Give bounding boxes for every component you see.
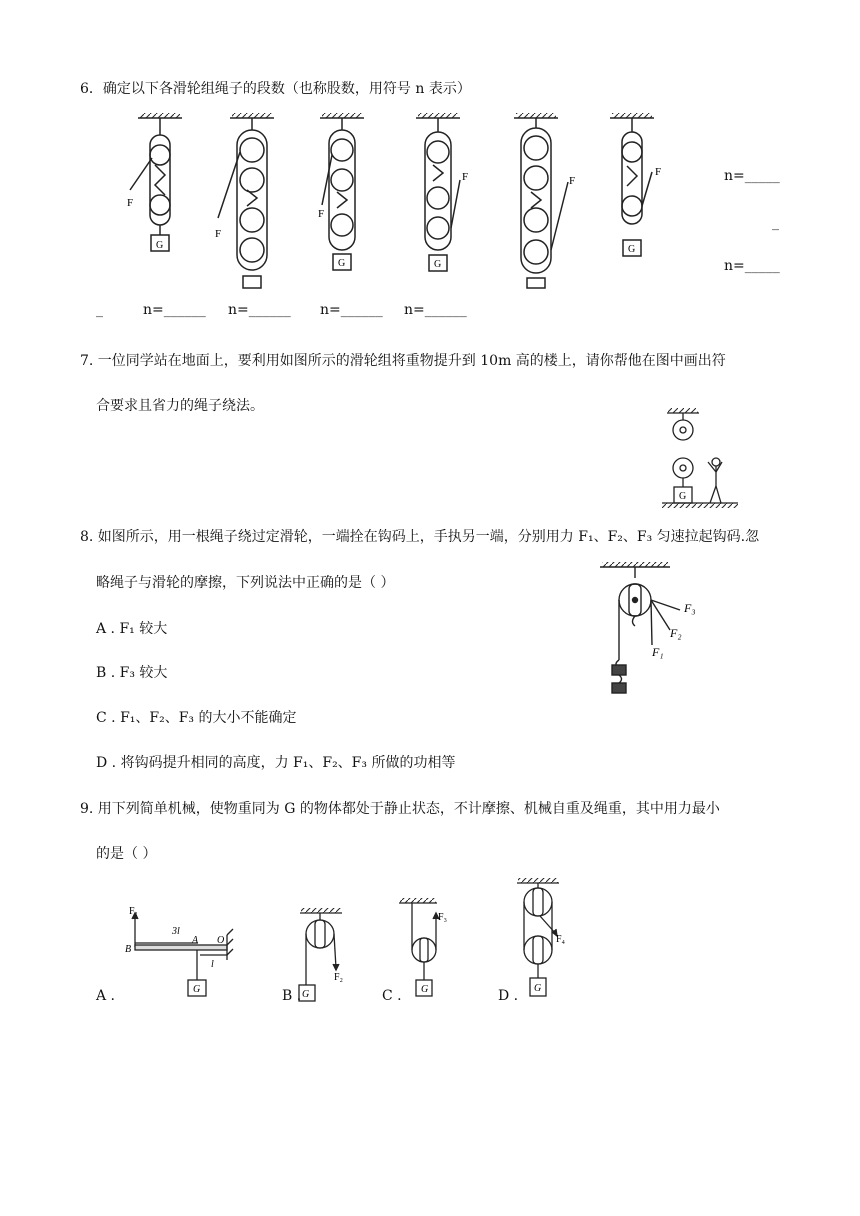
- svg-text:G: G: [193, 984, 201, 995]
- svg-text:F: F: [127, 197, 134, 209]
- q9-option-c[interactable]: C .: [382, 988, 402, 1004]
- svg-text:l: l: [211, 959, 214, 970]
- q6-blank-3[interactable]: n=______: [143, 302, 206, 318]
- q8-option-b[interactable]: B . F₃ 较大: [96, 665, 168, 681]
- svg-text:A: A: [192, 935, 199, 946]
- q6-blank-2-tail: _: [96, 302, 103, 318]
- svg-text:F₂: F₂: [334, 972, 344, 983]
- q9-stem-line1: 9. 用下列简单机械，使物重同为 G 的物体都处于静止状态，不计摩擦、机械自重及绳重，其中用力最小: [80, 801, 720, 817]
- svg-text:F₃: F₃: [438, 912, 448, 923]
- q8-option-a[interactable]: A . F₁ 较大: [96, 621, 168, 637]
- svg-text:F: F: [462, 171, 469, 183]
- svg-text:3l: 3l: [172, 926, 180, 937]
- svg-text:G: G: [338, 258, 346, 269]
- svg-text:G: G: [534, 983, 542, 994]
- q9-option-d[interactable]: D .: [498, 988, 519, 1004]
- svg-text:B: B: [125, 944, 132, 955]
- svg-text:G: G: [628, 244, 636, 255]
- q8-stem-line1: 8. 如图所示，用一根绳子绕过定滑轮，一端拴在钩码上，手执另一端，分别用力 F₁、F₂、F₃ 匀速拉起钩码.忽: [80, 529, 760, 545]
- q6-blank-5[interactable]: n=______: [320, 302, 383, 318]
- q9-option-a[interactable]: A .: [96, 988, 116, 1004]
- q9-fig-b: [299, 908, 342, 1001]
- q9-fig-c: [399, 898, 439, 996]
- q6-blank-4[interactable]: n=______: [228, 302, 291, 318]
- svg-text:O: O: [217, 935, 225, 946]
- q6-blank-1-tail: _: [772, 215, 779, 231]
- svg-text:G: G: [434, 259, 442, 270]
- svg-text:F₃: F₃: [684, 601, 696, 615]
- q6-blank-6[interactable]: n=______: [404, 302, 467, 318]
- q9-fig-d: [517, 878, 559, 996]
- q8-option-c[interactable]: C . F₁、F₂、F₃ 的大小不能确定: [96, 710, 297, 726]
- svg-text:F₁: F₁: [652, 645, 664, 659]
- q9-stem-line2: 的是（ ）: [96, 846, 157, 862]
- svg-text:F₂: F₂: [670, 626, 682, 640]
- svg-text:F: F: [215, 228, 222, 240]
- svg-text:G: G: [679, 491, 687, 502]
- q8-option-d[interactable]: D . 将钩码提升相同的高度，力 F₁、F₂、F₃ 所做的功相等: [96, 755, 456, 771]
- q6-blank-2[interactable]: n=_____: [724, 258, 780, 274]
- svg-text:G: G: [302, 989, 310, 1000]
- svg-text:F: F: [655, 166, 662, 178]
- q6-stem: 6．确定以下各滑轮组绳子的段数（也称股数，用符号 n 表示）: [80, 81, 471, 97]
- q7-stem-line1: 7. 一位同学站在地面上，要利用如图所示的滑轮组将重物提升到 10m 高的楼上，请你帮他在图中画出符: [80, 353, 726, 369]
- q6-blank-1[interactable]: n=_____: [724, 168, 780, 184]
- svg-text:F: F: [318, 208, 325, 220]
- q7-stem-line2: 合要求且省力的绳子绕法。: [96, 398, 264, 414]
- q9-fig-a: [132, 913, 233, 996]
- svg-text:G: G: [156, 240, 164, 251]
- q9-option-b[interactable]: B .: [282, 988, 302, 1004]
- svg-text:F: F: [569, 175, 576, 187]
- svg-text:G: G: [421, 984, 429, 995]
- svg-text:F₄: F₄: [556, 934, 566, 945]
- q8-stem-line2: 略绳子与滑轮的摩擦，下列说法中正确的是（ ）: [96, 575, 395, 591]
- svg-text:F₁: F₁: [129, 906, 139, 917]
